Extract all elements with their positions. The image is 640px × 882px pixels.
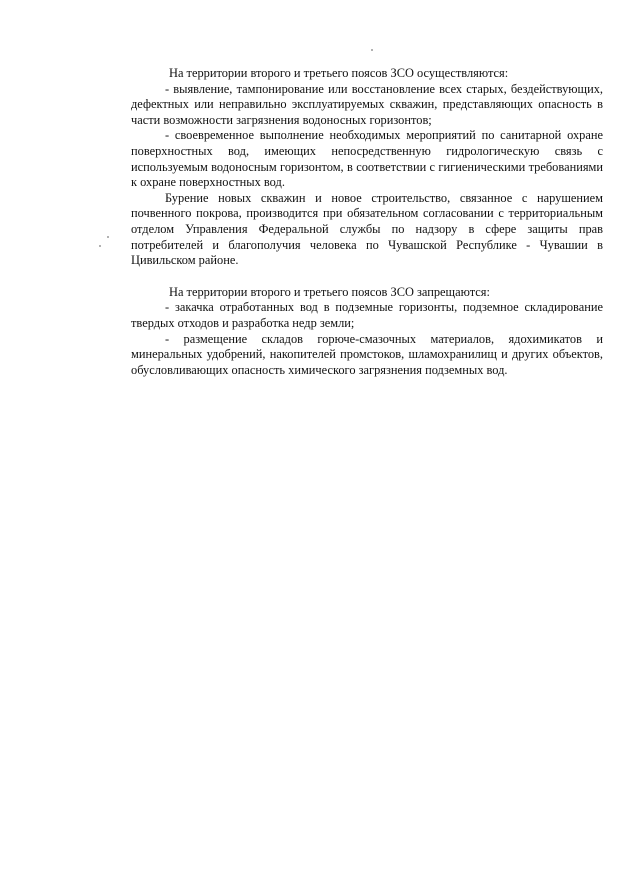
document-body	[131, 66, 603, 378]
section-spacer	[131, 269, 603, 285]
section1-item: - своевременное выполнение необходимых мероприятий по санитарной охране поверхностных вод, имеющих непосредственную гидрологическую связь с используемым водоносным горизонтом, в соответствии с гигиеническими требованиями к охране поверхностных вод.	[131, 128, 603, 190]
scan-speck	[99, 245, 101, 247]
section2-heading: На территории второго и третьего поясов ЗСО запрещаются:	[169, 284, 490, 299]
section2-item: - размещение складов горюче-смазочных материалов, ядохимикатов и минеральных удобрений, накопителей промстоков, шламохранилищ и других объектов, обусловливающих опасность химического загрязнения подземных вод.	[131, 331, 603, 377]
section2-item: - закачка отработанных вод в подземные горизонты, подземное складирование твердых отходов и разработка недр земли;	[131, 300, 603, 330]
scan-speck	[107, 236, 109, 238]
section1-note: Бурение новых скважин и новое строительство, связанное с нарушением почвенного покрова, производится при обязательном согласовании с территориальным отделом Управления Федеральной службы по надзору в сфере защиты прав потребителей и благополучия человека по Чувашской Республике - Чувашии в Цивильском районе.	[131, 190, 603, 268]
section1-item: - выявление, тампонирование или восстановление всех старых, бездействующих, дефектных или неправильно эксплуатируемых скважин, представляющих опасность в части возможности загрязнения водоносных горизонтов;	[131, 81, 603, 127]
scan-speck	[371, 49, 373, 51]
section1-heading: На территории второго и третьего поясов ЗСО осуществляются:	[169, 66, 509, 80]
